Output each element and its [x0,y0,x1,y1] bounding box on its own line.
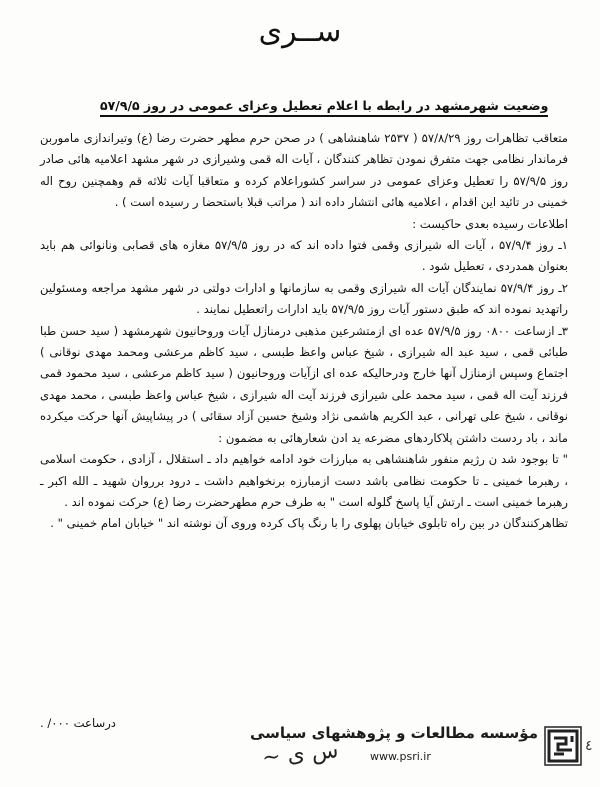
watermark-name: مؤسسه مطالعات و پژوهشهای سیاسی [249,724,538,742]
title-container [100,95,549,117]
paragraph-item-1: ۱ـ روز ۵۷/۹/۴ ، آیات اله شیرازی وقمی فتوا داده اند که در روز ۵۷/۹/۵ مغازه های قصابی ونانوائی هم باید بعنوان همدردی ، تعطیل شود . [40,238,568,274]
watermark-url: www.psri.ir [370,750,431,763]
institute-watermark [249,722,538,763]
paragraph-slogans: " تا بوجود شد ن رژیم منفور شاهنشاهی به مبارزات خود ادامه خواهیم داد ـ استقلال ، آزادی ، حکومت اسلامی ، رهبرما خمینی ـ تا حکومت نظامی باشد دست ازمبارزه برنخواهیم داشت ـ درود برروان شهید ـ الله اکبر ـ رهبرما خمینی است ـ ارتش آیا پاسخ گلوله است " به طرف حرم مطهرحضرت رضا (ع) حرکت نموده اند . [40,452,568,509]
classification-heading: ســری [258,14,342,49]
institute-logo-icon [544,726,582,766]
handwritten-signature: ~ س ی [260,738,340,771]
document-title: وضعیت شهرمشهد در رابطه با اعلام تعطیل وعزای عمومی در روز ۵۷/۹/۵ [100,98,548,117]
paragraph-lead: اطلاعات رسیده بعدی حاکیست : [412,216,568,231]
edge-mark-icon: ٤ [585,738,593,754]
paragraph-closing: تظاهرکنندگان در بین راه تابلوی خیابان پهلوی را با رنگ پاک کرده وروی آن نوشته اند " خیابان امام خمینی " . [50,516,568,531]
paragraph-item-3: ۳ـ ازساعت ۰۸۰۰ روز ۵۷/۹/۵ عده ای ازمتشرعین مذهبی درمنازل آیات وروحانیون شهرمشهد ( سید حسن طبا طبائی قمی ، سید عبد اله شیرازی ، شیخ عباس واعظ طبسی ، سید کاظم مرعشی ومحمد مهدی نوقانی ) اجتماع وسپس ازمنازل آنها خارج ودرحالیکه عده ای ازآیات وروحانیون ( سید کاظم مرعشی ، سید محمود قمی فرزند آیت اله قمی ، سید محمد علی شیرازی فرزند آیت اله شیرازی ، شیخ عباس واعظ طبسی ، محمد مهدی نوقانی ، شیخ علی تهرانی ، عبد الکریم هاشمی نژاد وشیخ حسین آزاد سقائی ) در پیشاپیش آنها حرکت میکرده ماند ، باد ردست داشتن پلاکاردهای مضرعه ید ادن شعارهائی به مضمون : [40,323,568,445]
footer-note: درساعت ۰۰۰/ . [40,716,116,730]
paragraph-item-2: ۲ـ روز ۵۷/۹/۴ نمایندگان آیات اله شیرازی وقمی به سازمانها و ادارات دولتی در شهر مشهد مراجعه ومسئولین راتهدید نموده اند که طبق دستور آیات روز ۵۷/۹/۵ باید ادارات راتعطیل نمایند . [40,280,568,317]
paragraph-intro: متعاقب تظاهرات روز ۵۷/۸/۲۹ ( ۲۵۳۷ شاهنشاهی ) در صحن حرم مطهر حضرت رضا (ع) وتیراندازی ماموربن فرماندار نظامی جهت متفرق نمودن تظاهر کنندگان ، آیات اله قمی وشیرازی در شهر مشهد اعلامیه هائی صادر روز ۵۷/۹/۵ را تعطیل وعزای عمومی در سراسر کشوراعلام کرده و متعاقبا آیات ثلاثه قم وهمچنین روح اله خمینی در تائید این اقدام ، اعلامیه هائی انتشار داده اند ( مراتب قبلا باستحضا ر رسیده است ) . [40,131,569,210]
document-body [40,128,568,535]
